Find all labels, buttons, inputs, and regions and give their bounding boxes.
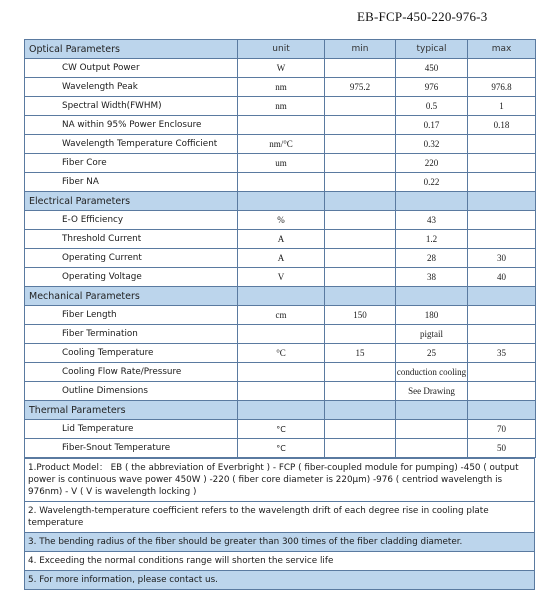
param-min <box>325 363 396 382</box>
header-min <box>325 192 396 211</box>
note-5: 5. For more information, please contact us. <box>24 571 535 590</box>
section-title: Mechanical Parameters <box>25 287 238 306</box>
param-name: Operating Current <box>25 249 238 268</box>
param-typical: 25 <box>396 344 468 363</box>
param-name: Lid Temperature <box>25 420 238 439</box>
param-min <box>325 382 396 401</box>
param-typical: 976 <box>396 78 468 97</box>
param-min <box>325 135 396 154</box>
param-min <box>325 211 396 230</box>
param-unit <box>238 363 325 382</box>
param-typical: 180 <box>396 306 468 325</box>
param-max: 35 <box>468 344 536 363</box>
note-2: 2. Wavelength-temperature coefficient refers to the wavelength drift of each degree rise in cooling plate temperature <box>24 502 535 533</box>
table-row <box>25 97 536 116</box>
param-max: 50 <box>468 439 536 458</box>
param-max: 976.8 <box>468 78 536 97</box>
table-row <box>25 325 536 344</box>
param-typical: conduction cooling <box>396 363 468 382</box>
param-min: 975.2 <box>325 78 396 97</box>
header-typical: typical <box>396 40 468 59</box>
param-typical: 0.17 <box>396 116 468 135</box>
section-header-thermal <box>25 401 536 420</box>
param-name: Wavelength Temperature Cofficient <box>25 135 238 154</box>
param-unit: nm <box>238 78 325 97</box>
param-unit: A <box>238 249 325 268</box>
table-row <box>25 59 536 78</box>
param-min <box>325 59 396 78</box>
param-typical: See Drawing <box>396 382 468 401</box>
spec-table <box>24 39 536 458</box>
notes-list <box>24 458 535 590</box>
param-typical: 43 <box>396 211 468 230</box>
param-typical: 38 <box>396 268 468 287</box>
param-min <box>325 268 396 287</box>
param-unit <box>238 325 325 344</box>
param-unit: °C <box>238 420 325 439</box>
document-title: EB-FCP-450-220-976-3 <box>357 9 488 24</box>
param-unit <box>238 173 325 192</box>
param-max <box>468 135 536 154</box>
table-row <box>25 439 536 458</box>
param-max <box>468 59 536 78</box>
param-max: 40 <box>468 268 536 287</box>
header-max <box>468 287 536 306</box>
section-title: Thermal Parameters <box>25 401 238 420</box>
table-row <box>25 230 536 249</box>
param-max <box>468 230 536 249</box>
param-min <box>325 154 396 173</box>
table-row <box>25 306 536 325</box>
param-max <box>468 363 536 382</box>
header-max: max <box>468 40 536 59</box>
note-4: 4. Exceeding the normal conditions range will shorten the service life <box>24 552 535 571</box>
param-typical: 450 <box>396 59 468 78</box>
param-typical: pigtail <box>396 325 468 344</box>
param-name: Fiber Termination <box>25 325 238 344</box>
param-name: NA within 95% Power Enclosure <box>25 116 238 135</box>
header-unit <box>238 287 325 306</box>
param-typical: 1.2 <box>396 230 468 249</box>
param-unit: °C <box>238 344 325 363</box>
param-unit: um <box>238 154 325 173</box>
param-min <box>325 97 396 116</box>
param-max <box>468 325 536 344</box>
param-name: Fiber Core <box>25 154 238 173</box>
param-name: Threshold Current <box>25 230 238 249</box>
param-max <box>468 173 536 192</box>
param-unit <box>238 116 325 135</box>
header-unit: unit <box>238 40 325 59</box>
param-min <box>325 420 396 439</box>
header-typical <box>396 287 468 306</box>
table-row <box>25 154 536 173</box>
param-typical: 0.32 <box>396 135 468 154</box>
table-row <box>25 344 536 363</box>
note-3: 3. The bending radius of the fiber should be greater than 300 times of the fiber cladding diameter. <box>24 533 535 552</box>
param-name: Wavelength Peak <box>25 78 238 97</box>
param-name: Outline Dimensions <box>25 382 238 401</box>
param-max: 70 <box>468 420 536 439</box>
param-name: Fiber NA <box>25 173 238 192</box>
table-row <box>25 116 536 135</box>
param-max: 1 <box>468 97 536 116</box>
param-unit: nm <box>238 97 325 116</box>
param-max <box>468 154 536 173</box>
param-name: Fiber Length <box>25 306 238 325</box>
param-min <box>325 249 396 268</box>
param-min: 150 <box>325 306 396 325</box>
param-name: Fiber-Snout Temperature <box>25 439 238 458</box>
param-unit: % <box>238 211 325 230</box>
param-unit: nm/°C <box>238 135 325 154</box>
param-name: Cooling Temperature <box>25 344 238 363</box>
section-header-electrical <box>25 192 536 211</box>
header-min <box>325 401 396 420</box>
table-row <box>25 173 536 192</box>
param-typical <box>396 439 468 458</box>
table-row <box>25 249 536 268</box>
header-typical <box>396 192 468 211</box>
table-row <box>25 268 536 287</box>
param-max <box>468 211 536 230</box>
header-max <box>468 192 536 211</box>
param-name: E-O Efficiency <box>25 211 238 230</box>
param-unit: W <box>238 59 325 78</box>
param-min: 15 <box>325 344 396 363</box>
param-max: 0.18 <box>468 116 536 135</box>
param-max <box>468 306 536 325</box>
table-row <box>25 420 536 439</box>
table-row <box>25 135 536 154</box>
header-max <box>468 401 536 420</box>
param-min <box>325 116 396 135</box>
table-row <box>25 211 536 230</box>
param-min <box>325 173 396 192</box>
header-typical <box>396 401 468 420</box>
table-row <box>25 382 536 401</box>
header-min <box>325 287 396 306</box>
table-row <box>25 78 536 97</box>
param-unit <box>238 382 325 401</box>
section-title: Electrical Parameters <box>25 192 238 211</box>
param-max <box>468 382 536 401</box>
param-unit: V <box>238 268 325 287</box>
param-name: CW Output Power <box>25 59 238 78</box>
note-1: 1.Product Model： EB ( the abbreviation of Everbright ) - FCP ( fiber-coupled module for pumping) -450 ( output power is continuous wave power 450W ) -220 ( fiber core diameter is 220μm) -976 ( centriod wavelength is 976nm) - V ( V is wavelength locking ) <box>24 458 535 502</box>
param-name: Cooling Flow Rate/Pressure <box>25 363 238 382</box>
param-unit: °C <box>238 439 325 458</box>
param-max: 30 <box>468 249 536 268</box>
section-header-mechanical <box>25 287 536 306</box>
param-typical: 28 <box>396 249 468 268</box>
param-min <box>325 230 396 249</box>
table-row <box>25 363 536 382</box>
header-unit <box>238 401 325 420</box>
param-name: Operating Voltage <box>25 268 238 287</box>
param-min <box>325 439 396 458</box>
param-typical: 0.22 <box>396 173 468 192</box>
param-typical: 0.5 <box>396 97 468 116</box>
param-name: Spectral Width(FWHM) <box>25 97 238 116</box>
section-title: Optical Parameters <box>25 40 238 59</box>
header-unit <box>238 192 325 211</box>
param-typical <box>396 420 468 439</box>
param-unit: A <box>238 230 325 249</box>
section-header-optical <box>25 40 536 59</box>
param-typical: 220 <box>396 154 468 173</box>
header-min: min <box>325 40 396 59</box>
param-min <box>325 325 396 344</box>
param-unit: cm <box>238 306 325 325</box>
